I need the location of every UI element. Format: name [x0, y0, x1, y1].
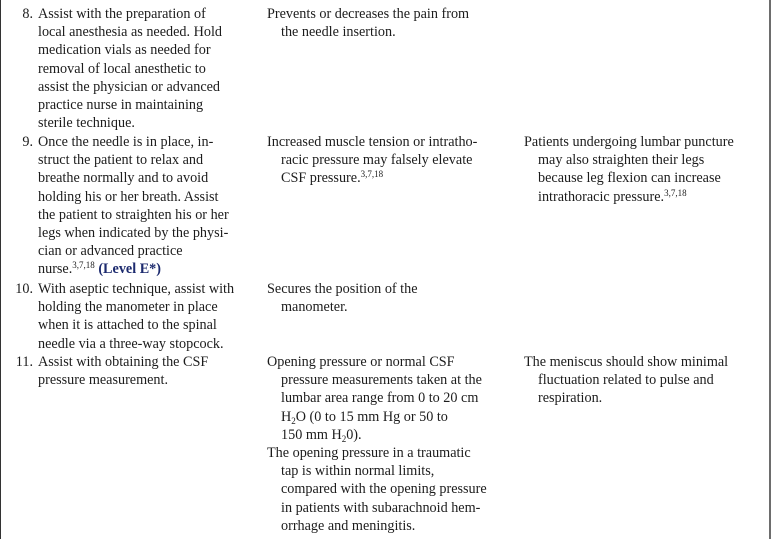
note-line: The meniscus should show minimal — [524, 354, 729, 370]
subscript: 2 — [291, 415, 296, 426]
action-line: Assist with obtaining the CSF — [38, 354, 209, 370]
rationale-line: Secures the position of the — [267, 281, 418, 297]
action-line: the patient to straighten his or her — [38, 206, 229, 223]
rationale-line: tap is within normal limits, — [281, 463, 435, 480]
step-number: 9. — [22, 134, 33, 150]
rationale-text: H — [281, 408, 292, 425]
rationale-last: CSF pressure. — [281, 170, 361, 187]
rationale-line: orrhage and meningitis. — [281, 517, 416, 534]
action-line: breathe normally and to avoid — [38, 170, 209, 187]
note-line: Patients undergoing lumbar puncture — [524, 134, 734, 150]
note-line: fluctuation related to pulse and — [538, 372, 714, 389]
action-line: removal of local anesthetic to — [38, 60, 206, 77]
action-line: Once the needle is in place, in- — [38, 134, 214, 150]
rationale-line: racic pressure may falsely elevate — [281, 152, 473, 169]
action-line: cian or advanced practice — [38, 243, 183, 260]
step-rationale — [267, 353, 512, 535]
action-line: With aseptic technique, assist with — [38, 281, 235, 297]
rationale-line: The opening pressure in a traumatic — [267, 445, 471, 462]
action-line — [38, 260, 250, 278]
step-action — [38, 5, 250, 132]
rationale-text: 0). — [346, 426, 362, 443]
note-line — [524, 188, 764, 206]
note-line: because leg flexion can increase — [538, 170, 721, 187]
action-line: needle via a three-way stopcock. — [38, 335, 224, 352]
action-line: legs when indicated by the physi- — [38, 225, 229, 242]
action-line: sterile technique. — [38, 115, 135, 132]
note-line: may also straighten their legs — [538, 152, 705, 169]
rationale-line: compared with the opening pressure — [281, 481, 487, 498]
action-line: local anesthesia as needed. Hold — [38, 24, 222, 41]
step-number: 8. — [22, 6, 33, 22]
rationale-line — [267, 169, 512, 187]
rationale-line: manometer. — [281, 299, 348, 316]
subscript: 2 — [341, 433, 347, 444]
action-line: when it is attached to the spinal — [38, 317, 217, 334]
step-number: 10. — [15, 281, 33, 297]
special-considerations — [524, 353, 764, 408]
action-line: Assist with the preparation of — [38, 6, 206, 22]
rationale-line: Opening pressure or normal CSF — [267, 354, 455, 370]
rationale-line: Increased muscle tension or intratho- — [267, 134, 478, 150]
step-rationale — [267, 280, 512, 316]
step-rationale — [267, 5, 512, 41]
note-last: intrathoracic pressure. — [538, 188, 665, 205]
step-action — [38, 133, 250, 279]
rationale-line: in patients with subarachnoid hem- — [281, 499, 481, 516]
rationale-line: lumbar area range from 0 to 20 cm — [281, 390, 479, 407]
action-last-word: nurse. — [38, 261, 73, 278]
step-number: 11. — [15, 354, 33, 370]
rationale-text: O (0 to 15 mm Hg or 50 to — [295, 408, 448, 425]
step-action — [38, 353, 250, 389]
rationale-line — [267, 426, 512, 444]
step-rationale — [267, 133, 512, 188]
rationale-text: 150 mm H — [281, 426, 342, 443]
action-line: practice nurse in maintaining — [38, 97, 204, 114]
action-line: holding the manometer in place — [38, 299, 218, 316]
action-line: holding his or her breath. Assist — [38, 188, 219, 205]
action-line: medication vials as needed for — [38, 42, 211, 59]
rationale-line — [267, 408, 512, 426]
step-action — [38, 280, 250, 353]
action-line: pressure measurement. — [38, 372, 169, 389]
rationale-line: the needle insertion. — [281, 24, 396, 41]
rationale-line: pressure measurements taken at the — [281, 372, 482, 389]
action-line: struct the patient to relax and — [38, 152, 204, 169]
reference-superscript: 3,7,18 — [72, 260, 95, 271]
reference-superscript: 3,7,18 — [664, 187, 687, 198]
special-considerations — [524, 133, 764, 206]
action-line: assist the physician or advanced — [38, 78, 221, 95]
rationale-line: Prevents or decreases the pain from — [267, 6, 470, 22]
evidence-level: (Level E*) — [98, 261, 161, 278]
reference-superscript: 3,7,18 — [360, 169, 384, 180]
note-line: respiration. — [538, 390, 603, 407]
